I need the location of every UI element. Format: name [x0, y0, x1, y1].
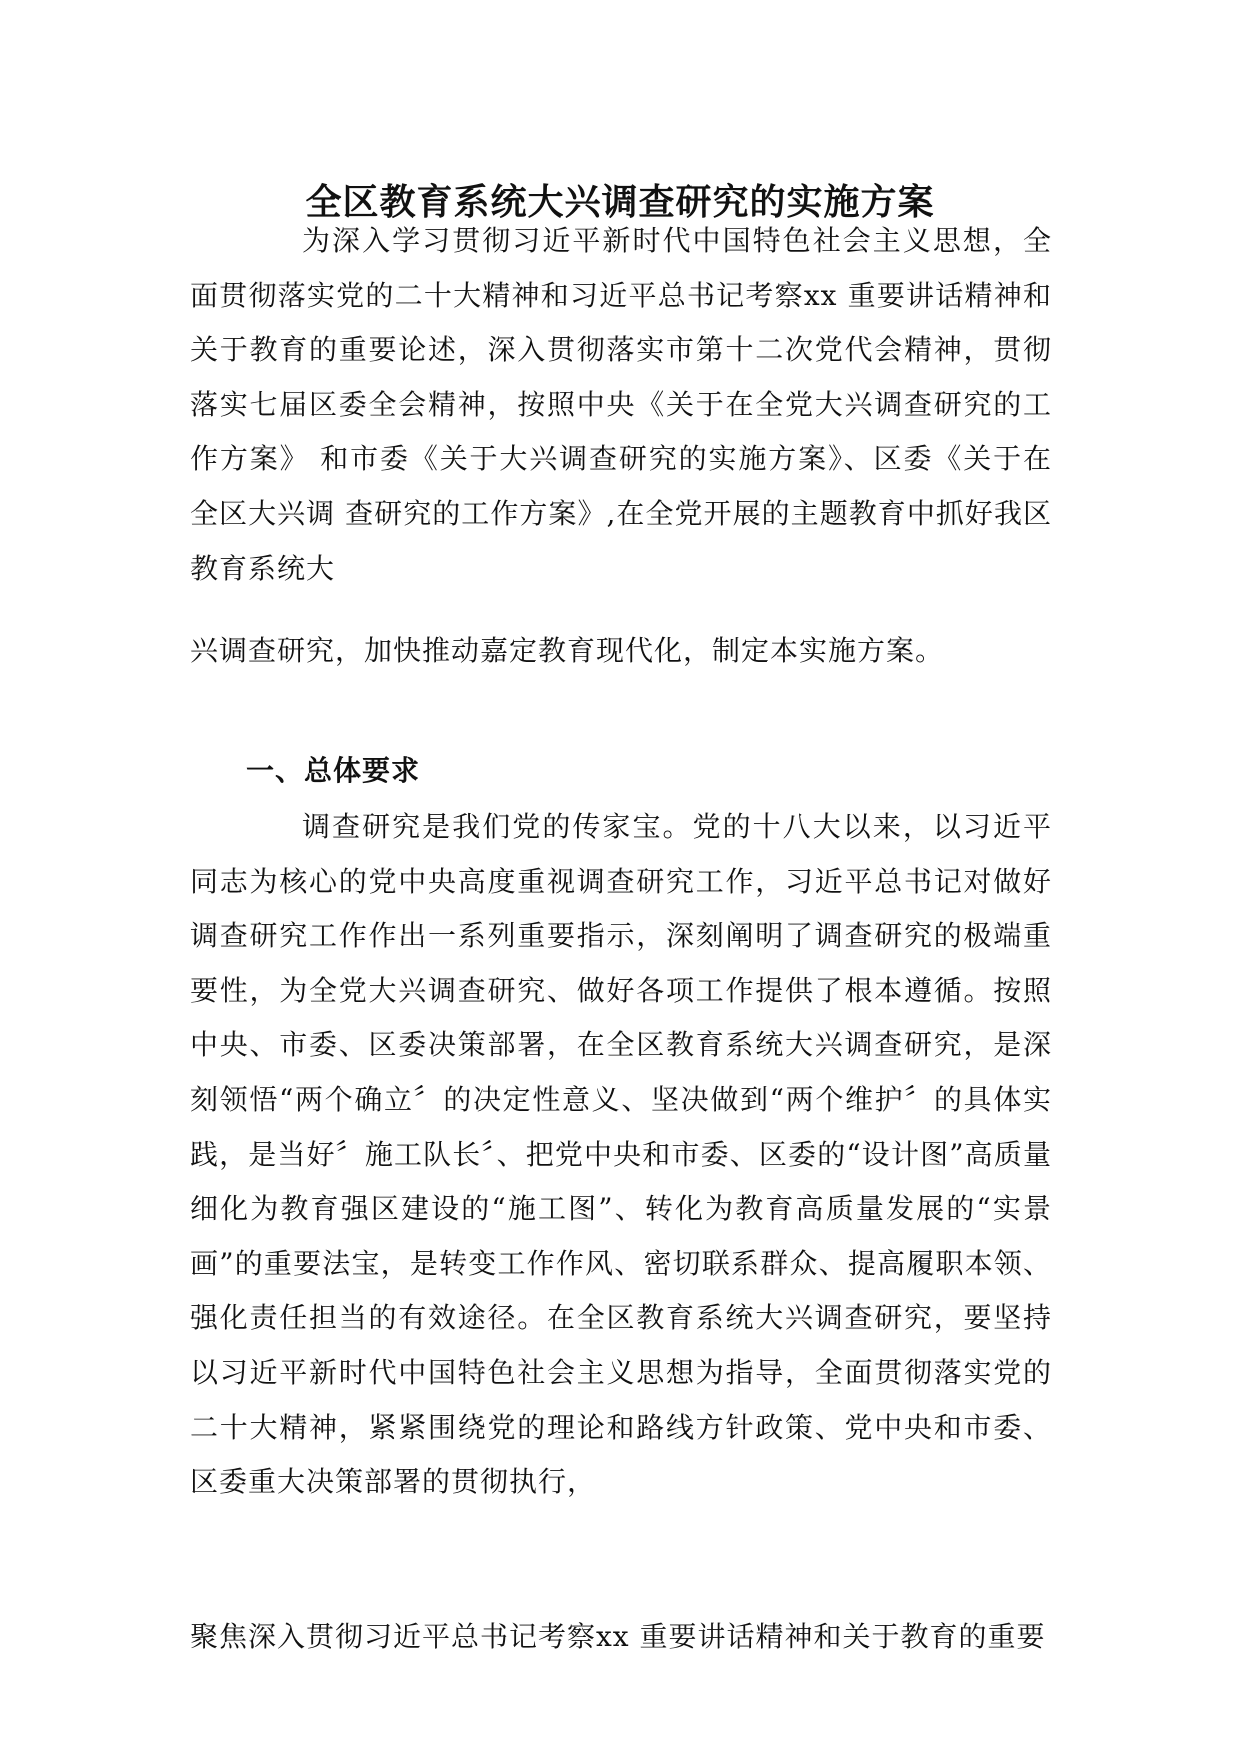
general-requirements-paragraph: 调查研究是我们党的传家宝。党的十八大以来，以习近平同志为核心的党中央高度重视调查研究工作，习近平总书记对做好调查研究工作作出一系列重要指示，深刻阐明了调查研究的极端重要性，为全党大兴调查研究、做好各项工作提供了根本遵循。按照中央、市委、区委决策部署，在全区教育系统大兴调查研究，是深刻领悟“两个确立〞的决定性意义、坚决做到“两个维护〞的具体实践，是当好〞施工队长〞、把党中央和市委、区委的“设计图”高质量细化为教育强区建设的“施工图”、转化为教育高质量发展的“实景画”的重要法宝，是转变工作作风、密切联系群众、提高履职本领、强化责任担当的有效途径。在全区教育系统大兴调查研究，要坚持以习近平新时代中国特色社会主义思想为指导，全面贯彻落实党的二十大精神，紧紧围绕党的理论和路线方针政策、党中央和市委、区委重大决策部署的贯彻执行，	[190, 810, 1052, 1499]
section-heading-general-requirements: 一、总体要求	[246, 754, 421, 787]
intro-paragraph: 为深入学习贯彻习近平新时代中国特色社会主义思想，全面贯彻落实党的二十大精神和习近平总书记考察xx 重要讲话精神和关于教育的重要论述，深入贯彻落实市第十二次党代会精神，贯彻落实七届区委全会精神，按照中央《关于在全党大兴调查研究的工作方案》 和市委《关于大兴调查研究的实施方案》、区委《关于在全区大兴调 查研究的工作方案》,在全党开展的主题教育中抓好我区教育系统大	[190, 224, 1052, 585]
general-requirements-paragraph-continuation: 聚焦深入贯彻习近平总书记考察xx 重要讲话精神和关于教育的重要	[190, 1620, 1046, 1653]
intro-paragraph-continuation: 兴调查研究，加快推动嘉定教育现代化，制定本实施方案。	[190, 634, 945, 667]
document-title: 全区教育系统大兴调查研究的实施方案	[305, 182, 935, 224]
